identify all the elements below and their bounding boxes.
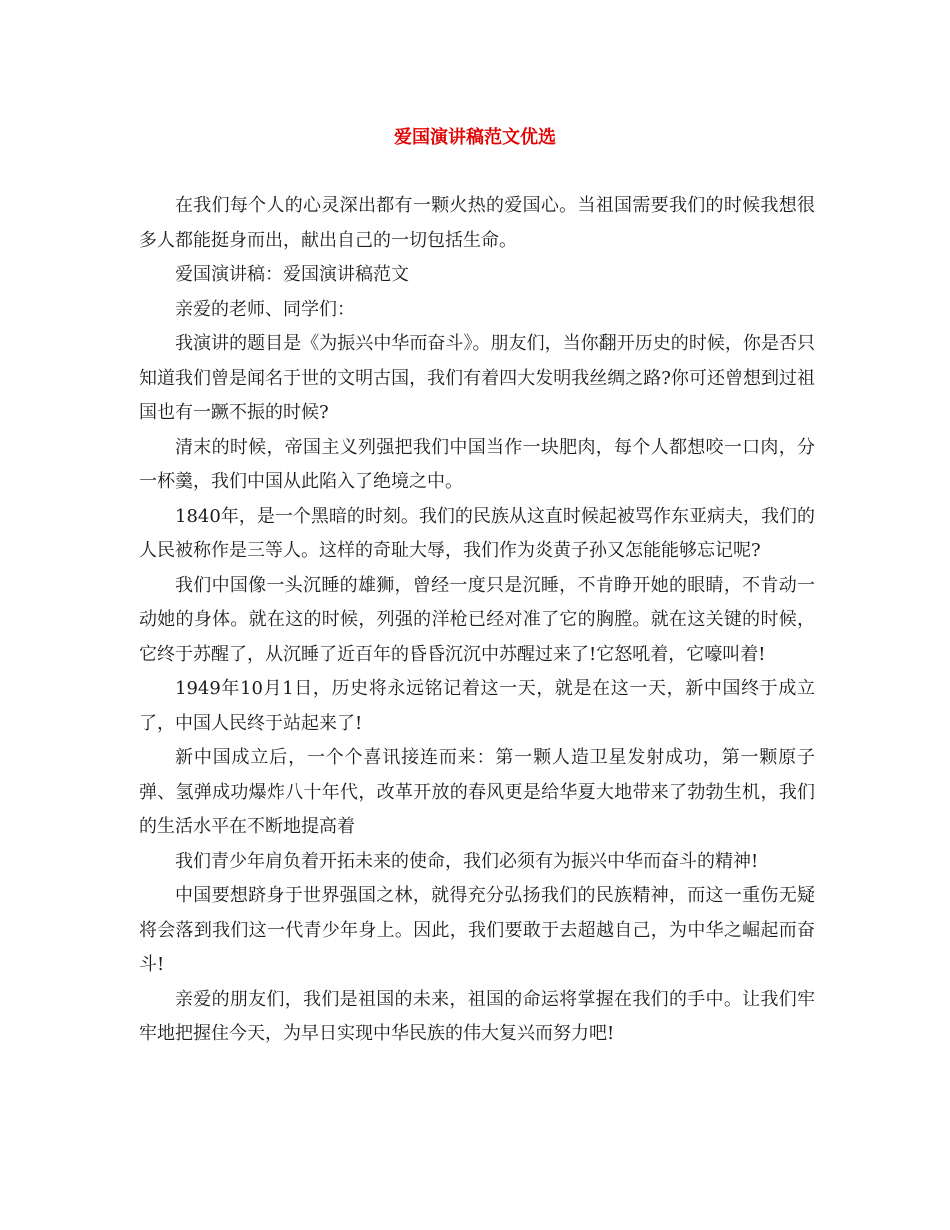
- paragraph: 新中国成立后，一个个喜讯接连而来：第一颗人造卫星发射成功，第一颗原子弹、氢弹成功爆炸八十年代，改革开放的春风更是给华夏大地带来了勃勃生机，我们的生活水平在不断地提高着: [139, 747, 815, 837]
- paragraph: 亲爱的老师、同学们：: [175, 298, 355, 320]
- paragraph: 我们青少年肩负着开拓未来的使命，我们必须有为振兴中华而奋斗的精神!: [175, 850, 759, 872]
- paragraph: 我演讲的题目是《为振兴中华而奋斗》。朋友们，当你翻开历史的时候，你是否只知道我们曾是闻名于世的文明古国，我们有着四大发明我丝绸之路?你可还曾想到过祖国也有一蹶不振的时候?: [139, 333, 815, 423]
- document-title: 爱国演讲稿范文优选: [394, 127, 556, 148]
- paragraph: 爱国演讲稿：爱国演讲稿范文: [175, 264, 409, 285]
- paragraph: 清末的时候，帝国主义列强把我们中国当作一块肥肉，每个人都想咬一口肉，分一杯羹，我们中国从此陷入了绝境之中。: [139, 436, 815, 492]
- paragraph: 1949年10月1日，历史将永远铭记着这一天，就是在这一天，新中国终于成立了，中国人民终于站起来了!: [139, 678, 815, 734]
- paragraph: 亲爱的朋友们，我们是祖国的未来，祖国的命运将掌握在我们的手中。让我们牢牢地把握住今天，为早日实现中华民族的伟大复兴而努力吧!: [139, 988, 815, 1044]
- paragraph: 1840年，是一个黑暗的时刻。我们的民族从这直时候起被骂作东亚病夫，我们的人民被称作是三等人。这样的奇耻大辱，我们作为炎黄子孙又怎能能够忘记呢?: [139, 505, 815, 561]
- document-body: [139, 189, 815, 1052]
- paragraph: 在我们每个人的心灵深出都有一颗火热的爱国心。当祖国需要我们的时候我想很多人都能挺身而出，献出自己的一切包括生命。: [139, 195, 815, 251]
- paragraph: 中国要想跻身于世界强国之林，就得充分弘扬我们的民族精神，而这一重伤无疑将会落到我们这一代青少年身上。因此，我们要敢于去超越自己，为中华之崛起而奋斗!: [139, 885, 815, 975]
- paragraph: 我们中国像一头沉睡的雄狮，曾经一度只是沉睡，不肯睁开她的眼睛，不肯动一动她的身体。就在这的时候，列强的洋枪已经对准了它的胸膛。就在这关键的时候，它终于苏醒了，从沉睡了近百年的昏昏沉沉中苏醒过来了!它怒吼着，它嚎叫着!: [139, 574, 815, 665]
